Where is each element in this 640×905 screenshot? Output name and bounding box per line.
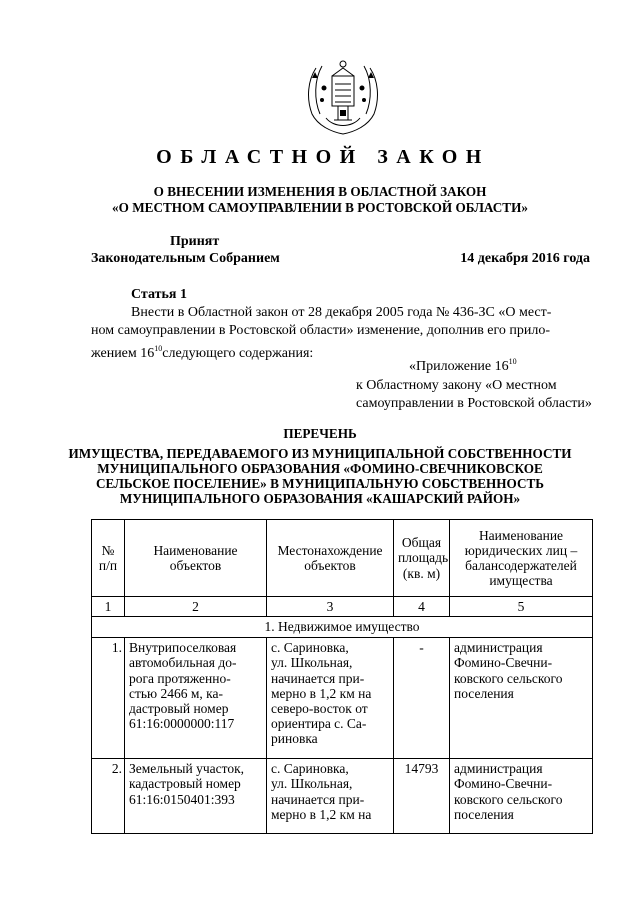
article-text-line-2: ном самоуправлении в Ростовской области» изменение, дополнив его прило- — [91, 323, 551, 338]
header-line: юридических лиц – — [464, 542, 578, 558]
cell-line: с. Сариновка, — [271, 640, 349, 656]
cell-line: кадастровый номер — [129, 776, 241, 792]
header-line: имущества — [489, 573, 553, 589]
cell-line: мерно в 1,2 км на — [271, 685, 372, 701]
table-header-row — [92, 520, 593, 597]
header-cell-holder — [450, 520, 593, 597]
row-number: 1. — [92, 638, 125, 759]
cell-line: 61:16:0000000:117 — [129, 716, 235, 732]
coat-of-arms-emblem — [302, 58, 384, 136]
header-line: объектов — [169, 558, 222, 573]
header-line: объектов — [304, 558, 356, 573]
cell-line: начинается при- — [271, 791, 365, 807]
section-title: 1. Недвижимое имущество — [92, 617, 593, 638]
list-title-line-3: СЕЛЬСКОЕ ПОСЕЛЕНИЕ» В МУНИЦИПАЛЬНУЮ СОБСТВЕННОСТЬ — [95, 476, 545, 491]
adoption-date: 14 декабря 2016 года — [460, 251, 590, 266]
header-line: балансодержателей — [465, 558, 577, 573]
column-numbers-row — [92, 597, 593, 617]
header-line: площадь — [398, 550, 449, 566]
appendix-label — [409, 357, 517, 375]
article-text-superscript: 10 — [154, 344, 163, 353]
header-cell-name — [125, 520, 267, 597]
object-name — [125, 759, 267, 834]
header-line: Местонахождение — [277, 542, 383, 558]
column-number: 5 — [450, 597, 593, 617]
object-name — [125, 638, 267, 759]
list-title-line-1: ИМУЩЕСТВА, ПЕРЕДАВАЕМОГО ИЗ МУНИЦИПАЛЬНОЙ СОБСТВЕННОСТИ — [68, 446, 572, 461]
header-cell-area — [394, 520, 450, 597]
appendix-label-superscript: 10 — [508, 357, 517, 366]
adopted-by-assembly: Законодательным Собранием — [91, 251, 280, 266]
balance-holder — [450, 759, 593, 834]
header-line: № — [101, 542, 115, 558]
object-area: 14793 — [394, 759, 450, 834]
cell-line: рога протяженно- — [129, 670, 231, 686]
column-number: 2 — [125, 597, 267, 617]
header-line: п/п — [98, 558, 118, 573]
article-title: Статья 1 — [131, 287, 187, 302]
appendix-subtitle-line-1: к Областному закону «О местном — [356, 378, 557, 393]
cell-line: Внутрипоселковая — [129, 640, 237, 656]
cell-line: стью 2466 м, ка- — [129, 685, 224, 701]
cell-line: Фомино-Свечни- — [454, 655, 553, 671]
article-text-line-3-end: следующего содержания: — [162, 346, 314, 361]
law-subtitle-line-2: «О МЕСТНОМ САМОУПРАВЛЕНИИ В РОСТОВСКОЙ ОБЛАСТИ» — [112, 200, 528, 215]
header-line: Наименование — [153, 542, 238, 558]
appendix-label-text: «Приложение 16 — [409, 359, 509, 374]
cell-line: мерно в 1,2 км на — [271, 806, 372, 822]
list-title-line-2: МУНИЦИПАЛЬНОГО ОБРАЗОВАНИЯ «ФОМИНО-СВЕЧНИКОВСКОЕ — [97, 461, 543, 476]
cell-line: ул. Школьная, — [271, 776, 353, 792]
property-table — [91, 519, 593, 834]
column-number: 3 — [267, 597, 394, 617]
object-location — [267, 759, 394, 834]
section-row — [92, 617, 593, 638]
cell-line: риновка — [271, 731, 318, 747]
law-type-title: ОБЛАСТНОЙ ЗАКОН — [156, 146, 490, 168]
object-area: - — [394, 638, 450, 759]
cell-line: Фомино-Свечни- — [454, 776, 553, 792]
appendix-subtitle-line-2: самоуправлении в Ростовской области» — [356, 396, 592, 411]
article-text-line-3 — [91, 340, 313, 363]
list-heading: ПЕРЕЧЕНЬ — [283, 426, 357, 441]
cell-line: северо-восток от — [271, 701, 368, 717]
header-cell-number — [92, 520, 125, 597]
cell-line: начинается при- — [271, 670, 365, 686]
column-number: 1 — [92, 597, 125, 617]
cell-line: поселения — [454, 806, 514, 822]
header-line: Общая — [401, 535, 442, 551]
table-row — [92, 638, 593, 759]
cell-line: администрация — [454, 640, 543, 656]
cell-line: администрация — [454, 761, 543, 777]
list-title-line-4: МУНИЦИПАЛЬНОГО ОБРАЗОВАНИЯ «КАШАРСКИЙ РАЙОН» — [119, 491, 521, 506]
cell-line: 61:16:0150401:393 — [129, 791, 235, 807]
column-number: 4 — [394, 597, 450, 617]
cell-line: Земельный участок, — [129, 761, 245, 777]
object-location — [267, 638, 394, 759]
cell-line: с. Сариновка, — [271, 761, 349, 777]
balance-holder — [450, 638, 593, 759]
cell-line: ул. Школьная, — [271, 655, 353, 671]
header-line: Наименование — [478, 527, 564, 543]
cell-line: автомобильная до- — [129, 655, 237, 671]
cell-line: ковского сельского — [454, 670, 563, 686]
article-text-line-3-start: жением 16 — [91, 346, 155, 361]
law-subtitle-line-1: О ВНЕСЕНИИ ИЗМЕНЕНИЯ В ОБЛАСТНОЙ ЗАКОН — [153, 184, 487, 199]
cell-line: ковского сельского — [454, 791, 563, 807]
cell-line: ориентира с. Са- — [271, 716, 367, 732]
cell-line: дастровый номер — [129, 701, 229, 717]
header-cell-location — [267, 520, 394, 597]
header-line: (кв. м) — [402, 565, 441, 581]
table-row — [92, 759, 593, 834]
cell-line: поселения — [454, 685, 514, 701]
article-text-line-1: Внести в Областной закон от 28 декабря 2005 года № 436-ЗС «О мест- — [131, 305, 552, 320]
row-number: 2. — [92, 759, 125, 834]
adopted-label: Принят — [170, 234, 220, 249]
